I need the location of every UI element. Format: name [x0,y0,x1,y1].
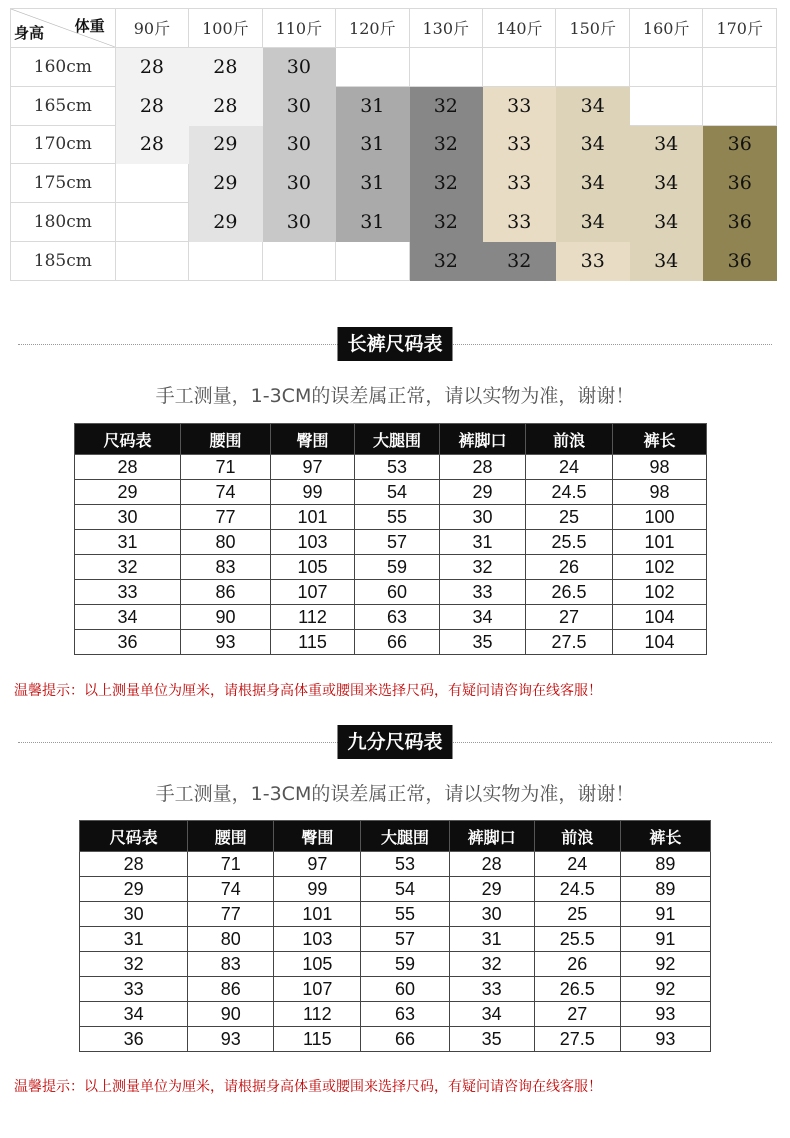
matrix-body [11,9,777,281]
table-row [75,555,707,580]
size-cell: 32 [409,203,482,242]
size-cell [409,47,482,86]
table-cell: 101 [271,505,355,530]
size-cell: 33 [483,164,556,203]
size-cell: 30 [262,47,335,86]
size-cell: 34 [556,125,629,164]
table-cell: 32 [80,952,188,977]
table-cell: 29 [449,877,534,902]
size-cell: 33 [556,242,629,281]
column-header: 裤长 [613,424,707,455]
table-cell: 31 [440,530,526,555]
table-cell: 27.5 [526,630,613,655]
table-cell: 77 [181,505,271,530]
table-cell: 33 [80,977,188,1002]
table-cell: 80 [188,927,274,952]
table-row [75,530,707,555]
size-cell: 28 [115,125,188,164]
table-cell: 112 [274,1002,361,1027]
table-row [75,580,707,605]
table-cell: 60 [361,977,449,1002]
size-cell: 36 [703,164,777,203]
table-cell: 29 [75,480,181,505]
column-header: 臀围 [271,424,355,455]
column-header: 腰围 [188,821,274,852]
size-cell: 30 [262,164,335,203]
table-cell: 26.5 [534,977,620,1002]
table-cell: 24 [534,852,620,877]
table-cell: 98 [613,480,707,505]
table-row [75,605,707,630]
table-cell: 115 [271,630,355,655]
table-row [80,927,711,952]
corner-weight-label: 体重 [74,17,105,35]
table-cell: 34 [440,605,526,630]
table-cell: 101 [613,530,707,555]
size-cell: 33 [483,86,556,125]
size-cell: 31 [336,125,409,164]
table-cell: 33 [440,580,526,605]
table-cell: 36 [75,630,181,655]
table-cell: 83 [181,555,271,580]
table-cell: 28 [449,852,534,877]
weight-header: 90斤 [115,9,188,48]
size-cell: 36 [703,242,777,281]
table-cell: 54 [361,877,449,902]
size-cell: 30 [262,125,335,164]
size-cell [703,47,777,86]
size-cell: 32 [409,164,482,203]
table-cell: 25 [534,902,620,927]
matrix-corner [11,9,116,48]
table-cell: 89 [620,852,710,877]
column-header: 臀围 [274,821,361,852]
weight-header: 100斤 [189,9,262,48]
table-cell: 100 [613,505,707,530]
table-cell: 34 [80,1002,188,1027]
size-cell: 31 [336,203,409,242]
table-row [80,852,711,877]
table-cell: 32 [440,555,526,580]
matrix-row [11,164,777,203]
table-cell: 25.5 [534,927,620,952]
table-cell: 27.5 [534,1027,620,1052]
pants-section-header [18,327,772,361]
weight-header: 150斤 [556,9,629,48]
table-cell: 34 [449,1002,534,1027]
size-cell: 36 [703,203,777,242]
table-cell: 25 [526,505,613,530]
height-label: 185cm [11,242,116,281]
table-cell: 28 [80,852,188,877]
table-cell: 99 [271,480,355,505]
table-cell: 63 [361,1002,449,1027]
size-cell [483,47,556,86]
crop-section-header [18,725,772,759]
table-cell: 26 [526,555,613,580]
table-cell: 98 [613,455,707,480]
crop-size-table [79,820,711,1052]
table-cell: 60 [355,580,440,605]
column-header: 裤长 [620,821,710,852]
table-row [80,902,711,927]
table-cell: 24.5 [534,877,620,902]
size-cell: 29 [189,125,262,164]
pants-size-table [74,423,707,655]
crop-table-body [80,852,711,1052]
table-cell: 105 [274,952,361,977]
table-row [80,952,711,977]
table-cell: 26.5 [526,580,613,605]
table-cell: 115 [274,1027,361,1052]
table-cell: 33 [449,977,534,1002]
table-cell: 54 [355,480,440,505]
table-cell: 30 [440,505,526,530]
table-row [75,505,707,530]
pants-table-body [75,455,707,655]
size-cell [189,242,262,281]
size-cell: 30 [262,86,335,125]
weight-header: 120斤 [336,9,409,48]
table-cell: 86 [188,977,274,1002]
table-cell: 104 [613,630,707,655]
table-cell: 74 [181,480,271,505]
table-cell: 29 [80,877,188,902]
table-cell: 77 [188,902,274,927]
table-cell: 90 [181,605,271,630]
table-cell: 59 [355,555,440,580]
matrix-header-row [11,9,777,48]
column-header: 腰围 [181,424,271,455]
size-cell: 32 [409,86,482,125]
table-row [80,1027,711,1052]
matrix-row [11,203,777,242]
size-cell: 29 [189,203,262,242]
crop-measure-note: 手工测量，1-3CM的误差属正常，请以实物为准，谢谢！ [155,783,635,805]
size-cell: 32 [483,242,556,281]
table-cell: 92 [620,977,710,1002]
size-cell: 34 [629,203,702,242]
table-cell: 32 [75,555,181,580]
size-cell [703,86,777,125]
table-cell: 55 [361,902,449,927]
column-header: 尺码表 [75,424,181,455]
table-cell: 74 [188,877,274,902]
column-header: 前浪 [534,821,620,852]
size-cell [336,242,409,281]
column-header: 裤脚口 [440,424,526,455]
table-row [80,1002,711,1027]
table-cell: 86 [181,580,271,605]
table-cell: 93 [620,1027,710,1052]
size-cell: 32 [409,242,482,281]
pants-section-title: 长裤尺码表 [337,327,452,361]
crop-table-header-row [80,821,711,852]
size-cell: 31 [336,86,409,125]
table-cell: 97 [274,852,361,877]
height-label: 175cm [11,164,116,203]
table-cell: 63 [355,605,440,630]
weight-header: 130斤 [409,9,482,48]
size-cell: 32 [409,125,482,164]
pants-tip: 温馨提示：以上测量单位为厘米，请根据身高体重或腰围来选择尺码，有疑问请咨询在线客服！ [14,683,602,699]
table-cell: 57 [361,927,449,952]
column-header: 前浪 [526,424,613,455]
table-cell: 102 [613,580,707,605]
size-cell: 28 [189,86,262,125]
table-row [80,977,711,1002]
table-cell: 107 [271,580,355,605]
size-cell: 33 [483,125,556,164]
column-header: 尺码表 [80,821,188,852]
weight-header: 110斤 [262,9,335,48]
crop-section-title: 九分尺码表 [337,725,452,759]
size-cell: 34 [556,203,629,242]
size-cell [336,47,409,86]
table-cell: 102 [613,555,707,580]
table-cell: 90 [188,1002,274,1027]
weight-header: 160斤 [629,9,702,48]
table-cell: 36 [80,1027,188,1052]
table-cell: 35 [449,1027,534,1052]
table-cell: 57 [355,530,440,555]
height-weight-size-matrix [10,8,777,281]
size-cell: 34 [556,164,629,203]
table-cell: 30 [80,902,188,927]
table-cell: 27 [526,605,613,630]
table-cell: 28 [75,455,181,480]
height-label: 160cm [11,47,116,86]
table-cell: 107 [274,977,361,1002]
size-cell: 28 [189,47,262,86]
table-cell: 89 [620,877,710,902]
size-cell [115,203,188,242]
table-cell: 53 [361,852,449,877]
table-cell: 112 [271,605,355,630]
table-cell: 91 [620,902,710,927]
table-cell: 66 [361,1027,449,1052]
size-cell: 36 [703,125,777,164]
table-cell: 92 [620,952,710,977]
table-cell: 59 [361,952,449,977]
table-cell: 93 [181,630,271,655]
table-row [75,480,707,505]
size-cell [262,242,335,281]
table-cell: 66 [355,630,440,655]
table-cell: 25.5 [526,530,613,555]
size-cell: 30 [262,203,335,242]
table-cell: 31 [75,530,181,555]
table-cell: 33 [75,580,181,605]
table-cell: 53 [355,455,440,480]
table-cell: 103 [274,927,361,952]
table-cell: 31 [449,927,534,952]
table-cell: 32 [449,952,534,977]
table-cell: 103 [271,530,355,555]
table-cell: 93 [620,1002,710,1027]
table-cell: 105 [271,555,355,580]
table-cell: 101 [274,902,361,927]
column-header: 大腿围 [361,821,449,852]
size-cell: 28 [115,86,188,125]
size-cell: 29 [189,164,262,203]
matrix-row [11,242,777,281]
matrix-row [11,125,777,164]
matrix-row [11,47,777,86]
table-cell: 99 [274,877,361,902]
size-cell: 34 [629,164,702,203]
weight-header: 140斤 [483,9,556,48]
table-cell: 83 [188,952,274,977]
table-cell: 80 [181,530,271,555]
size-cell [115,164,188,203]
table-cell: 24.5 [526,480,613,505]
height-label: 170cm [11,125,116,164]
size-cell: 34 [629,242,702,281]
table-cell: 27 [534,1002,620,1027]
table-cell: 91 [620,927,710,952]
size-cell [629,47,702,86]
table-cell: 26 [534,952,620,977]
size-cell: 34 [556,86,629,125]
table-cell: 30 [75,505,181,530]
size-cell: 28 [115,47,188,86]
table-cell: 31 [80,927,188,952]
table-row [75,455,707,480]
size-cell [629,86,702,125]
table-cell: 28 [440,455,526,480]
size-cell: 33 [483,203,556,242]
size-cell: 34 [629,125,702,164]
size-cell: 31 [336,164,409,203]
pants-table-header-row [75,424,707,455]
size-cell [115,242,188,281]
table-row [75,630,707,655]
table-cell: 97 [271,455,355,480]
table-cell: 104 [613,605,707,630]
column-header: 大腿围 [355,424,440,455]
table-cell: 35 [440,630,526,655]
table-row [80,877,711,902]
table-cell: 71 [188,852,274,877]
table-cell: 29 [440,480,526,505]
column-header: 裤脚口 [449,821,534,852]
height-label: 165cm [11,86,116,125]
table-cell: 30 [449,902,534,927]
weight-header: 170斤 [703,9,777,48]
table-cell: 93 [188,1027,274,1052]
corner-height-label: 身高 [14,23,45,42]
matrix-row [11,86,777,125]
table-cell: 34 [75,605,181,630]
table-cell: 24 [526,455,613,480]
table-cell: 71 [181,455,271,480]
size-cell [556,47,629,86]
table-cell: 55 [355,505,440,530]
height-label: 180cm [11,203,116,242]
pants-measure-note: 手工测量，1-3CM的误差属正常，请以实物为准，谢谢！ [155,385,635,407]
crop-tip: 温馨提示：以上测量单位为厘米，请根据身高体重或腰围来选择尺码，有疑问请咨询在线客服！ [14,1079,602,1095]
